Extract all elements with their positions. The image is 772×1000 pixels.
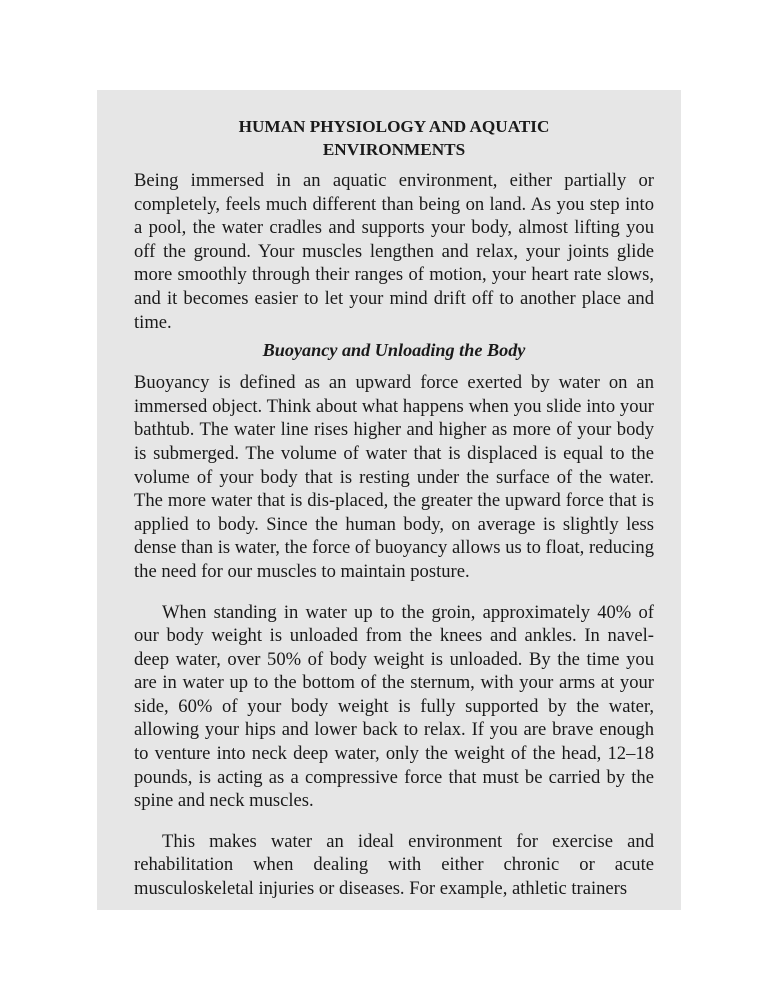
section-subheading: Buoyancy and Unloading the Body xyxy=(262,340,526,361)
title-line-2: ENVIRONMENTS xyxy=(322,140,466,159)
rehabilitation-paragraph: This makes water an ideal environment for exercise and rehabilitation when dealing with either chronic or acute musculoskeletal injuries or diseases. For example, athletic trainers xyxy=(134,830,654,900)
title-line-1: HUMAN PHYSIOLOGY AND AQUATIC xyxy=(238,117,550,136)
unloading-paragraph: When standing in water up to the groin, approximately 40% of our body weight is unloaded from the knees and ankles. In navel-deep water, over 50% of body weight is unloaded. By the time you are in water up to the bottom of the sternum, with your arms at your side, 60% of your body weight is fully supported by the water, allowing your hips and lower back to relax. If you are brave enough to venture into neck deep water, only the weight of the head, 12–18 pounds, is acting as a compressive force that must be carried by the spine and neck muscles. xyxy=(134,601,654,812)
document-title xyxy=(134,115,654,161)
document-content xyxy=(134,115,654,901)
intro-paragraph: Being immersed in an aquatic environment, either partially or completely, feels much different than being on land. As you step into a pool, the water cradles and supports your body, almost lifting you off the ground. Your muscles lengthen and relax, your joints glide more smoothly through their ranges of motion, your heart rate slows, and it becomes easier to let your mind drift off to another place and time. xyxy=(134,170,654,333)
document-panel xyxy=(97,90,681,910)
buoyancy-paragraph: Buoyancy is defined as an upward force exerted by water on an immersed object. Think about what happens when you slide into your bathtub. The water line rises higher and higher as more of your body is submerged. The volume of water that is displaced is equal to the volume of your body that is resting under the surface of the water. The more water that is dis-placed, the greater the upward force that is applied to body. Since the human body, on average is slightly less dense than is water, the force of buoyancy allows us to float, reducing the need for our muscles to maintain posture. xyxy=(134,372,654,582)
